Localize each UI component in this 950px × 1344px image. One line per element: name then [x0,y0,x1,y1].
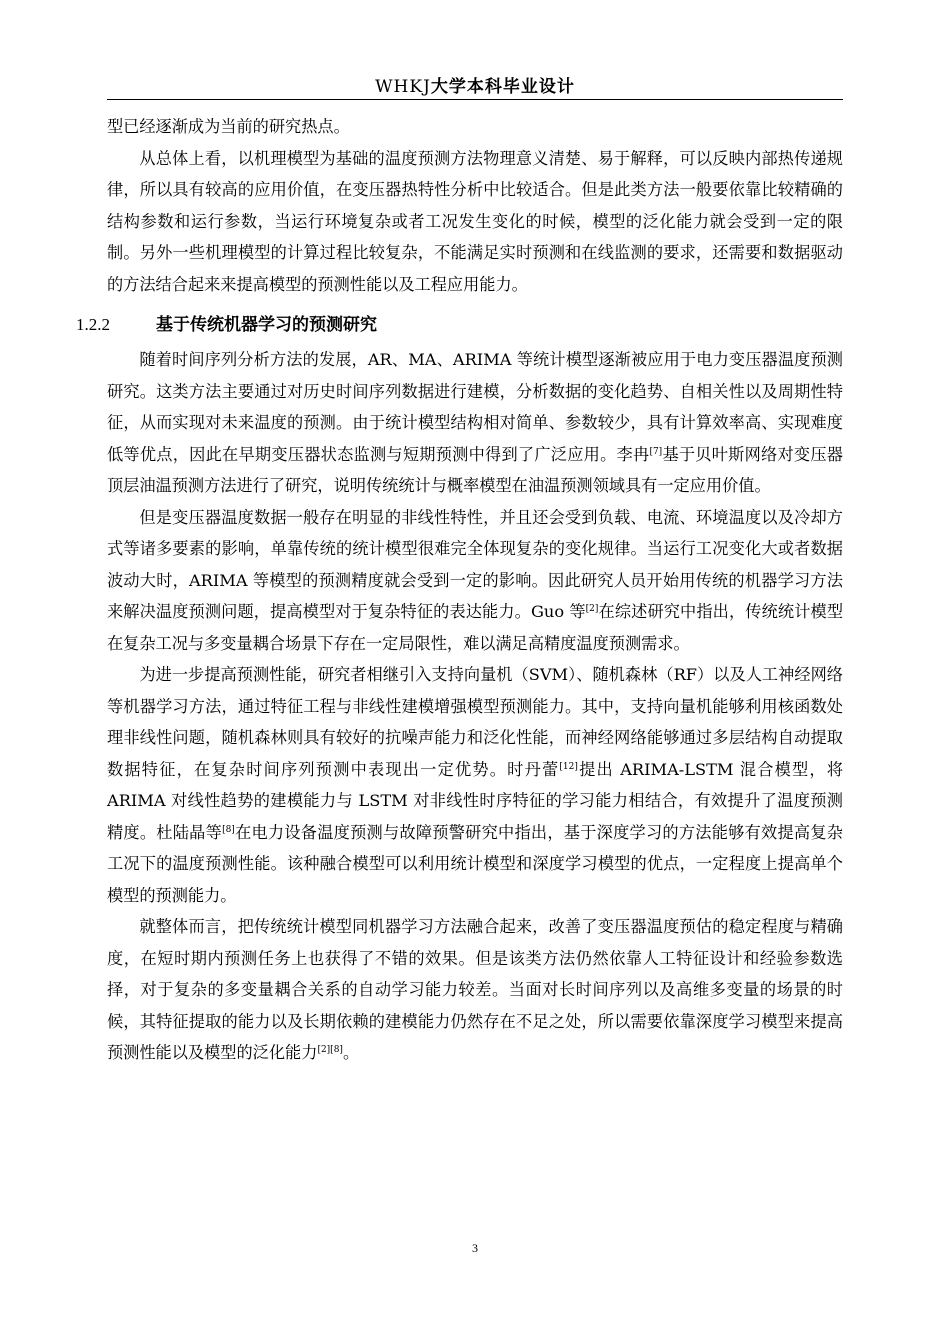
paragraph-statistical-models [107,344,843,502]
paragraph-text: 在电力设备温度预测与故障预警研究中指出，基于深度学习的方法能够有效提高复杂工况下的温度预测性能。该种融合模型可以利用统计模型和深度学习模型的优点，一定程度上提高单个模型的预测能力。 [107,822,843,905]
paragraph-nonlinearity [107,502,843,660]
citation-ref: [12] [559,761,578,772]
section-title: 基于传统机器学习的预测研究 [156,315,377,335]
paragraph-conclusion [107,911,843,1069]
paragraph-mechanism-summary [107,143,843,301]
header-prefix: WHKJ [375,77,431,97]
paragraph-ml-methods [107,659,843,911]
page-header [107,75,843,99]
paragraph-text: 型已经逐渐成为当前的研究热点。 [107,117,350,136]
citation-ref: [2][8] [317,1045,343,1055]
section-heading [76,310,843,340]
paragraph-text: 。 [342,1043,360,1062]
header-rule [107,99,843,100]
paragraph-continued [107,111,843,143]
header-title: 大学本科毕业设计 [430,77,575,97]
paragraph-text: 但是变压器温度数据一般存在明显的非线性特性，并且还会受到负载、电流、环境温度以及冷却方式等诸多要素的影响，单靠传统的统计模型很难完全体现复杂的变化规律。当运行工况变化大或者数据波动大时，ARIMA 等模型的预测精度就会受到一定的影响。因此研究人员开始用传统的机器学习方法来解决温度预测问题，提高模型对于复杂特征的表达能力。Guo 等 [107,507,843,621]
document-body [76,111,844,1069]
paragraph-text: 在综述研究中指出，传统统计模型在复杂工况与多变量耦合场景下存在一定局限性，难以满足高精度温度预测需求。 [107,602,844,653]
paragraph-text: 为进一步提高预测性能，研究者相继引入支持向量机（SVM）、随机森林（RF）以及人工神经网络等机器学习方法，通过特征工程与非线性建模增强模型预测能力。其中，支持向量机能够利用核函数处理非线性问题，随机森林则具有较好的抗噪声能力和泛化性能，而神经网络能够通过多层结构自动提取数据特征，在复杂时间序列预测中表现出一定优势。时丹蕾 [107,665,843,779]
citation-ref: [8] [222,824,235,835]
paragraph-text: 基于贝叶斯网络对变压器顶层油温预测方法进行了研究，说明传统统计与概率模型在油温预测领域具有一定应用价值。 [107,444,843,495]
paragraph-text: 从总体上看，以机理模型为基础的温度预测方法物理意义清楚、易于解释，可以反映内部热传递规律，所以具有较高的应用价值，在变压器热特性分析中比较适合。但是此类方法一般要依靠比较精确的结构参数和运行参数，当运行环境复杂或者工况发生变化的时候，模型的泛化能力就会受到一定的限制。另外一些机理模型的计算过程比较复杂，不能满足实时预测和在线监测的要求，还需要和数据驱动的方法结合起来来提高模型的预测性能以及工程应用能力。 [107,148,843,294]
paragraph-text: 随着时间序列分析方法的发展，AR、MA、ARIMA 等统计模型逐渐被应用于电力变压器温度预测研究。这类方法主要通过对历史时间序列数据进行建模，分析数据的变化趋势、自相关性以及周期性特征，从而实现对未来温度的预测。由于统计模型结构相对简单、参数较少，具有计算效率高、实现难度低等优点，因此在早期变压器状态监测与短期预测中得到了广泛应用。李冉 [107,350,843,464]
citation-ref: [2] [585,604,599,614]
paragraph-text: 就整体而言，把传统统计模型同机器学习方法融合起来，改善了变压器温度预估的稳定程度与精确度，在短时期内预测任务上也获得了不错的效果。但是该类方法仍然依靠人工特征设计和经验参数选择，对于复杂的多变量耦合关系的自动学习能力较差。当面对长时间序列以及高维多变量的场景的时候，其特征提取的能力以及长期依赖的建模能力仍然存在不足之处，所以需要依靠深度学习模型来提高预测性能以及模型的泛化能力 [107,917,843,1062]
paragraph-text: 提出 ARIMA-LSTM 混合模型，将 ARIMA 对线性趋势的建模能力与 LSTM 对非线性时序特征的学习能力相结合，有效提升了温度预测精度。杜陆晶等 [107,759,844,842]
citation-ref: [7] [649,446,663,457]
page-number: 3 [472,1241,478,1255]
section-number: 1.2.2 [76,315,110,334]
